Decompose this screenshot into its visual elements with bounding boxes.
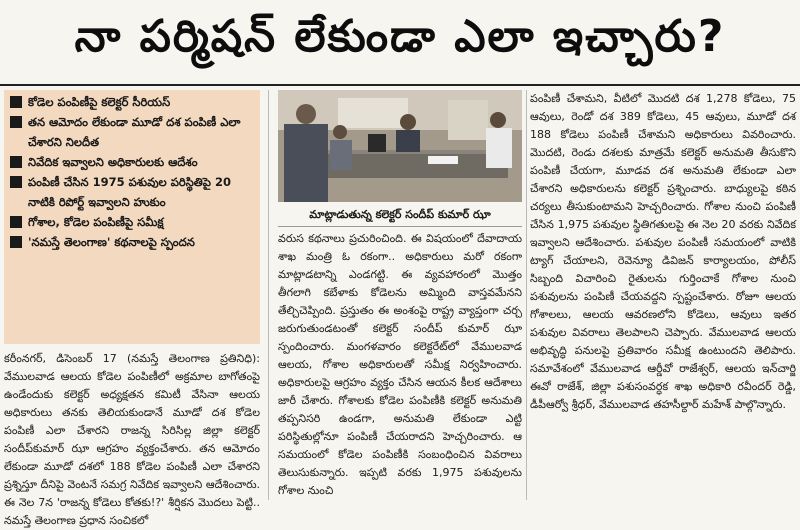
highlight-item <box>10 152 254 172</box>
highlight-item <box>10 212 254 232</box>
highlight-item <box>10 232 254 252</box>
square-bullet-icon <box>10 216 22 228</box>
highlight-item <box>10 112 254 152</box>
article-paragraph: వరుస కథనాలు ప్రచురించింది. ఈ విషయంలో దేవాదాయ శాఖ మంత్రి ఓ రకంగా.. అధికారులు మరో రకంగా మాట్లాడటాన్ని ఎండగట్టి. ఈ వ్యవహారంలో మొత్తం తీగలాగి కబేళాకు కోడెలను అమ్మింది వాస్తవమేనని తేల్చిచెప్పింది. ప్రస్తుతం ఈ అంశంపై రాష్ట్ర వ్యాప్తంగా చర్చ జరుగుతుండటంతో కలెక్టర్ సందీప్ కుమార్ ఝా స్పందించారు. మంగళవారం కలెక్టరేట్‌లో వేములవాడ ఆలయ, గోశాల అధికారులతో సమీక్ష నిర్వహించారు. అధికారులపై ఆగ్రహం వ్యక్తం చేసిన ఆయన కీలక ఆదేశాలు జారీ చేశారు. గోశాలకు కోడెల పంపిణీకి కలెక్టర్ అనుమతి తప్పనిసరి ఉండగా, అనుమతి లేకుండా ఎట్టి పరిస్థితుల్లోనూ పంపిణీ చేయరాదని హెచ్చరించారు. ఆ సమయంలో కోడెల పంపిణీకి సంబంధించిన వివరాలు తెలుసుకున్నారు. ఇప్పటి వరకు 1,975 పశువులను గోశాల నుంచి <box>278 232 522 497</box>
square-bullet-icon <box>10 176 22 188</box>
photo-caption: మాట్లాడుతున్న కలెక్టర్ సందీప్ కుమార్ ఝా <box>278 204 522 227</box>
highlight-text: గోశాల, కోడెల పంపిణీపై సమీక్ష <box>28 215 164 229</box>
highlight-text: పంపిణీ చేసిన 1975 పశువుల పరిస్థితిపై 20 నాటికి రిపోర్ట్ ఇవ్వాలని హుకుం <box>28 175 231 209</box>
highlights-box <box>4 90 260 344</box>
column-divider <box>526 90 527 500</box>
headline-rule <box>0 84 800 86</box>
meeting-photo <box>278 90 522 202</box>
square-bullet-icon <box>10 96 22 108</box>
article-column-2 <box>278 230 522 500</box>
square-bullet-icon <box>10 236 22 248</box>
highlight-item <box>10 172 254 212</box>
highlight-text: నివేదిక ఇవ్వాలని అధికారులకు ఆదేశం <box>28 155 198 169</box>
column-divider <box>268 90 269 500</box>
highlight-text: 'నమస్తే తెలంగాణ' కథనాలపై స్పందన <box>28 235 195 249</box>
square-bullet-icon <box>10 156 22 168</box>
article-column-1 <box>4 350 260 527</box>
article-column-3 <box>530 90 796 500</box>
article-paragraph: పంపిణీ చేశామని, వీటిలో మొదటి దశ 1,278 కోడెలు, 75 ఆవులు, రెండో దశ 389 కోడెలు, 45 ఆవులు, మూడో దశ 188 కోడెలు పంపిణీ చేశామని అధికారులు వివరించారు. మొదటి, రెండు దశలకు మాత్రమే కలెక్టర్ అనుమతి తీసుకొని పంపిణీ చేయగా, మూడవ దశ అనుమతి లేకుండా ఎలా చేశారని అధికారులను కలెక్టర్ ప్రశ్నించారు. బాధ్యులపై కఠిన చర్యలు తీసుకుంటామని హెచ్చరించారు. గోశాల నుంచి పంపిణీ చేసిన 1,975 పశువుల స్థితిగతులపై ఈ నెల 20 వరకు నివేదిక ఇవ్వాలని ఆదేశించారు. పశువుల పంపిణీ సమయంలో వాటికి ట్యాగ్ చేయాలని, రెవెన్యూ డివిజన్ కార్యాలయం, పోలీస్ సిబ్బంది విచారించి రైతులను గుర్తించాకే గోశాల నుంచి పశువులను పంపిణీ చేయవద్దని స్పష్టంచేశారు. రోజూ ఆలయ గోశాలలు, ఆలయ ఆవరణలోని కోడెలు, ఆవులు ఇతర పశువుల వివరాలు తెలపాలని చెప్పారు. వేములవాడ ఆలయ అభివృద్ధి పనులపై ప్రతివారం సమీక్ష ఉంటుందని తెలిపారు. సమావేశంలో వేములవాడ ఆర్డీవో రాజేశ్వర్, ఆలయ ఇన్‌చార్జి ఈవో రాజేశ్, జిల్లా పశుసంవర్ధక శాఖ అధికారి రవీందర్ రెడ్డి, డీపీఆర్వో శ్రీధర్, వేములవాడ తహసీల్దార్ మహేశ్ పాల్గొన్నారు. <box>530 92 796 411</box>
highlight-text: కోడెల పంపిణీపై కలెక్టర్ సీరియస్ <box>28 95 171 109</box>
highlight-item <box>10 92 254 112</box>
highlight-text: తన ఆమోదం లేకుండా మూడో దశ పంపిణీ ఎలా చేశారని నిలదీత <box>28 115 241 149</box>
headline: నా పర్మిషన్ లేకుండా ఎలా ఇచ్చారు? <box>74 11 726 62</box>
square-bullet-icon <box>10 116 22 128</box>
article-paragraph: కరీంనగర్, డిసెంబర్ 17 (నమస్తే తెలంగాణ ప్రతినిధి): వేములవాడ ఆలయ కోడెల పంపిణీలో అక్రమాల బాగోతంపై ఉండేందుకు కలెక్టర్ అధ్యక్షతన కమిటీ వేసినా ఆలయ అధికారులు తనకు తెలియకుండానే మూడో దశ కోడెల పంపిణీ ఎలా చేశారని రాజన్న సిరిసిల్ల జిల్లా కలెక్టర్ సందీప్‌కుమార్ ఝా ఆగ్రహం వ్యక్తంచేశారు. తన ఆమోదం లేకుండా మూడో దశలో 188 కోడెల పంపిణీ ఎలా చేశారని ప్రశ్నిస్తూ దీనిపై వెంటనే సమగ్ర నివేదిక ఇవ్వాలని ఆదేశించారు. ఈ నెల 7న 'రాజన్న కోడెలు కోతకు!?' శీర్షికన మొదలు పెట్టి.. నమస్తే తెలంగాణ ప్రధాన సంచికలో <box>4 352 260 527</box>
meeting-photo-image <box>278 90 522 202</box>
